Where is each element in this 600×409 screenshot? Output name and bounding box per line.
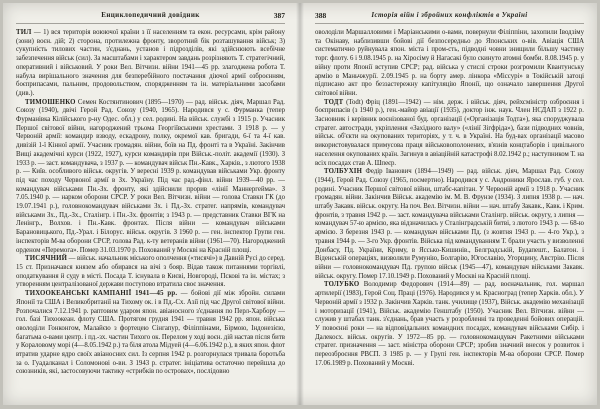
entry-term: ТИМОШЕНКО	[25, 98, 76, 106]
entry-body: — військ. начальник міського ополчення («тисячі») в Давній Русі до серед. 15 ст. Призначався князем або обирався на вічі з бояр. Відав також питаннями торгівлі, оподаткування й суду в місті. Посада Т. існувала в Києві, Новгороді, Пскові та ін. містах; з утворенням централізованої держави поступово втратила своє значення.	[16, 255, 285, 289]
entry-continuation	[315, 29, 584, 99]
entry-term: ТИСЯЧНИЙ	[25, 255, 68, 263]
left-page-number: 387	[273, 11, 285, 20]
page-spread	[3, 3, 597, 405]
entry-tykhookeanski-kampanii	[16, 290, 285, 377]
entry-body: — 1) вся територія воюючої країни з її населенням та екон. ресурсами, крім району (зони) воєн. дій; 2) сторона, протилежна фронту, зворотний бік розташування військ; 3) сукупність тилових частин, з'єднань, установ і підрозділів, які здійснюють всебічне забезпечення військ (сил). За масштабами і характером завдань розрізняють Т. стратегічний, оперативний і військовий. У роки Вел. Вітчизн. війни 1941—45 рр. злагоджена робота Т. набула вирішального значення для безперебійного постачання діючої армії озброєнням, боєприпасами, пальним, продовольством, спорядженням та ін. матеріальними засобами (див.).	[16, 29, 285, 97]
right-page-body	[315, 29, 584, 397]
right-page-header	[315, 10, 584, 24]
entry-term: ТОЛУБКО	[324, 281, 360, 289]
entry-tyl	[16, 29, 285, 99]
entry-body: Володимир Федорович (1914—89) — рад. воєначальник, гол. маршал артилерії (1983), Герой Соц. Праці (1976). Народився у м. Красноград (тепер Харків. обл.). У Червоній армії з 1932 р. Закінчив Харків. танк. училище (1937), Військ. академію механізації і моторизації (1941), Військ. академію Генштабу (1950). Учасник Вел. Вітчизн. війни — служив у штабах танк. з'єднань, брав участь у розробленні та проведенні бойових операцій. У повоєнні роки — на відповідальних командних посадах, командувач військами Сибір. і Далекосх. військ. округів. У 1972—85 рр. — головнокомандувач Ракетними військами стратег. призначення — заст. міністра оборони СРСР; зробив значний внесок у розвиток і переозброєння РВСП. З 1985 р. — у Групі ген. інспекторів М-ва оборони СРСР. Помер 17.06.1989 р. Похований у Москві.	[315, 281, 584, 367]
entry-body: оволоділи Маршалловими і Маріанськими о-вами, повернули Філіппіни, захопили Іводзіму та Окінаву, наблизивши бойові дії безпосередньо до Японських о-вів. Авіація США систематично руйнувала япон. міста і пром-сть, підводні човни знищили більшу частину торг. флоту. 6 і 9.08.1945 р. на Хіросіму й Нагасакі було скинуто атомні бомби. 8.08.1945 р. у війну проти Японії вступив СРСР; рад. війська у стислі строки розгромили Квантунську армію в Маньчжурії. 2.09.1945 р. на борту амер. лінкора «Міссурі» в Токійській затоці підписано акт про беззастережну капітуляцію Японії, що означало завершення Другої світової війни.	[315, 29, 584, 97]
left-page-header	[16, 10, 285, 24]
page-gutter	[296, 3, 304, 405]
entry-body: Федір Іванович (1894—1949) — рад. військ. діяч, Маршал Рад. Союзу (1944), Герой Рад. Союзу (1965, посмертно). Народився у с. Андроники Ярослав. губ. у сел. родині. Учасник Першої світової війни, штабс-капітан. У Червоній армії з 1918 р. Учасник громадян. війни. Закінчив Військ. академію ім. М. В. Фрунзе (1934). З липня 1938 р. — нач. штабу Закавк. військ. округу. На поч. Вел. Вітчизн. війни — нач. штабу Закавк., Кавк. і Крим. фронтів, з травня 1942 р. — заст. командувача військами Сталінгр. військ. округу, з липня — командувач 57-ю армією, яка відзначилась у Сталінградській битві, з лютого 1943 р. — 68-ю армією. З березня 1943 р. — командувач військами Пд. (з жовтня 1943 р. — 4-го Укр.), з травня 1944 р. — 3-го Укр. фронтів. Війська під командуванням Т. брали участь у визволенні Донбасу, Пд. України, Криму, в Яссько-Кишинів., Белградській, Будапешт., Балатон. і Віденській операціях, визволяли Румунію, Болгарію, Югославію, Угорщину, Австрію. Після війни — головнокомандувач Пд. групою військ (1945—47), командувач військами Закавк. військ. округу. Помер 17.10.1949 р. Похований у Москві на Красній площі.	[315, 168, 584, 280]
right-running-title: Історія війн і збройних конфліктів в Україні	[371, 11, 528, 19]
entry-term: ТОДТ	[324, 98, 344, 106]
entry-body: (Todt) Фріц (1891—1942) — нім. держ. і військ. діяч, рейхсміністр озброєння і боєприпасів (з 1940 р.), ген.-майор авіації (1935), доктор інж. наук. Член НСДАП з 1922 р. Засновник і керівник воєнізованої буд. організації («Організація Тодта»), яка споруджувала стратег. автостради, укріплення «Західного валу» («лінії Зігфріда»), бази підводних човнів, військ. об'єкти на окупованих територіях, у т. ч. в Україні. На буд-вах організації масово використовувалася примусова праця військовополонених, в'язнів концтаборів і цивільного населення окупованих країн. Загинув в авіаційній катастрофі 8.02.1942 р.; наступником Т. на всіх посадах став А. Шпеєр.	[315, 98, 584, 167]
entry-term: ТОЛБУХІН	[324, 168, 363, 176]
page-left	[3, 3, 296, 405]
left-running-title: Енциклопедичний довідник	[101, 11, 200, 19]
entry-tolbukhin	[315, 168, 584, 281]
entry-body: Семен Костянтинович (1895—1970) — рад. військ. діяч, Маршал Рад. Союзу (1940), двічі Герой Рад. Союзу (1940, 1965). Народився у с. Фурманка (тепер Фурманівка Кілійського р-ну Одес. обл.) у сел. родині. На військ. службі з 1915 р. Учасник Першої світової війни, нагороджений трьома Георгіївськими хрестами. З 1918 р. — у Червоній армії: командир взводу, ескадрону, полку, окремої кав. бригади, 6-ї та 4-ї кав. дивізій 1-ї Кінної армії. Учасник громадян. війни, боїв на Пд. фронті та в Україні. Закінчив Вищі академічні курси (1922, 1927), курси командирів при Військ.-політ. академії (1930). З 1933 р. — заст. командувача, з 1937 р. — командувач військ Пн.-Кавк., Харків., з лютого 1938 р. — Київ. особливого військ. округів. У вересні 1939 р. командував військами Укр. фронту під час походу Червоної армії в Зх. Україну. Під час рад.-фінл. війни 1939—40 рр. — командувач військами Пн.-Зх. фронту, які здійснили прорив «лінії Маннергейма». З 7.05.1940 р. — нарком оборони СРСР. У роки Вел. Вітчизн. війни — голова Ставки ГК (до 19.07.1941 р.), головнокомандувач військами Зх. і Пд.-Зх. стратег. напрямів, командувач військами Зх., Пд.-Зх., Сталінгр. і Пн.-Зх. фронтів; з 1943 р. — представник Ставки ВГК на Ленінгр., Волхов. і Пн.-Кавк. фронтах. Після війни — командувач військами Барановицького, Пд.-Урал. і Білорус. військ. округів. З 1960 р. — ген. інспектор Групи ген. інспекторів М-ва оборони СРСР, голова Рад. к-ту ветеранів війни (1961—70). Нагороджений орденом «Перемога». Помер 31.03.1970 р. Похований у Москві на Красній площі.	[16, 98, 285, 254]
entry-todt	[315, 99, 584, 169]
entry-term: ТИХООКЕАНСЬКІ КАМПАНІЇ 1941—45 рр.	[25, 290, 178, 298]
entry-term: ТИЛ	[16, 29, 32, 36]
entry-tymoshenko	[16, 99, 285, 256]
entry-tolubko	[315, 281, 584, 368]
right-page-number: 388	[315, 11, 327, 20]
left-page-body	[16, 29, 285, 397]
entry-tysiachnyi	[16, 255, 285, 290]
page-right	[304, 3, 597, 405]
entry-body: — бойові дії між збройн. силами Японії та США і Великобританії на Тихому ок. і в Пд.-Сх. Азії під час Другої світової війни. Розпочалися 7.12.1941 р. раптовим ударом япон. авіаносного з'єднання по Перл-Харбору — гол. базі Тихоокеан. флоту США. Протягом грудня 1941 — травня 1942 рр. япон. війська оволоділи Гонконгом, Малайєю з фортецею Сінгапур, Філіппінами, Бірмою, Індонезією, багатьма о-вами центр. і пд.-зх. частин Тихого ок. Перелом у ході воєн. дій настав після битв у Кораловому морі (4—8.05.1942 р.) та біля атола Мідуей (4—6.06.1942 р.), в яких япон. флот втратив ударне ядро своїх авіаносних сил. Із серпня 1942 р. розгорнулася тривала боротьба за о. Гуадалканал і Соломонові о-ви. З 1943 р. стратег. ініціатива остаточно перейшла до союзників, які, застосовуючи тактику «стрибків по островах», послідовно	[16, 290, 285, 376]
